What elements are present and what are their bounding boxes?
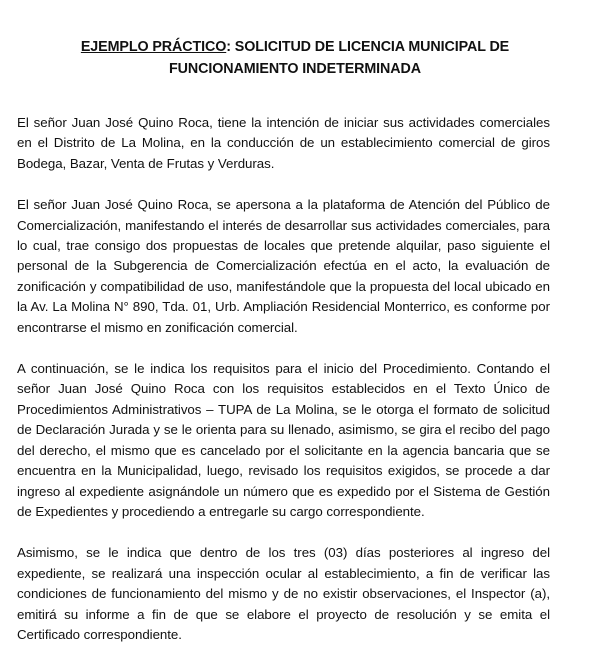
document-title (40, 36, 550, 80)
title-rest: : SOLICITUD DE LICENCIA MUNICIPAL DE FUNCIONAMIENTO INDETERMINADA (169, 39, 510, 77)
title-underlined: EJEMPLO PRÁCTICO (80, 39, 227, 55)
document-body (17, 113, 550, 666)
paragraph-evaluation: El señor Juan José Quino Roca, se apersona a la plataforma de Atención del Público de Comercialización, manifestando el interés de desarrollar sus actividades comerciales, para lo cual, trae consigo dos propuestas de locales que pretende alquilar, paso siguiente el personal de la Subgerencia de Comercialización efectúa en el acto, la evaluación de zonificación y compatibilidad de uso, manifestándole que la propuesta del local ubicado en la Av. La Molina N° 890, Tda. 01, Urb. Ampliación Residencial Monterrico, es conforme por encontrarse el mismo en zonificación comercial. (17, 197, 550, 335)
paragraph-intro: El señor Juan José Quino Roca, tiene la intención de iniciar sus actividades comerciales en el Distrito de La Molina, en la conducción de un establecimiento comercial de giros Bodega, Bazar, Venta de Frutas y Verduras. (17, 115, 550, 171)
paragraph-inspection: Asimismo, se le indica que dentro de los tres (03) días posteriores al ingreso del expediente, se realizará una inspección ocular al establecimiento, a fin de verificar las condiciones de funcionamiento del mismo y de no existir observaciones, el Inspector (a), emitirá su informe a fin de que se elabore el proyecto de resolución y se emita el Certificado correspondiente. (17, 545, 550, 642)
paragraph-requirements: A continuación, se le indica los requisitos para el inicio del Procedimiento. Contando el señor Juan José Quino Roca con los requisitos establecidos en el Texto Único de Procedimientos Administrativos – TUPA de La Molina, se le otorga el formato de solicitud de Declaración Jurada y se le orienta para su llenado, asimismo, se gira el recibo del pago del derecho, el mismo que es cancelado por el solicitante en la agencia bancaria que se encuentra en la Municipalidad, luego, revisado los requisitos exigidos, se procede a dar ingreso al expediente asignándole un número que es expedido por el Sistema de Gestión de Expedientes y procediendo a entregarle su cargo correspondiente. (17, 361, 550, 519)
